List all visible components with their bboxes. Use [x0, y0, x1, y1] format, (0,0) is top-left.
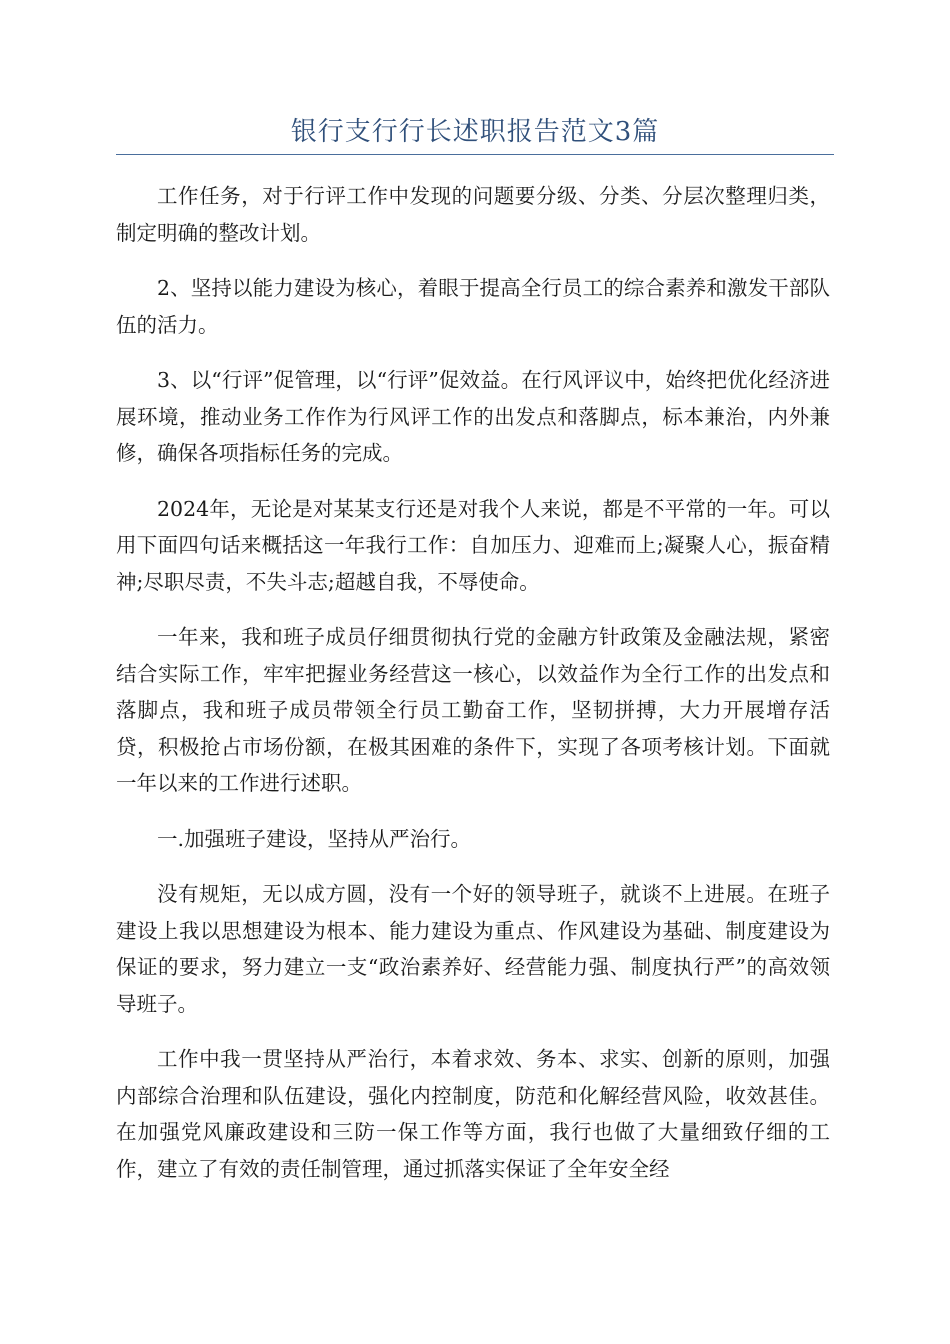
paragraph-1: 工作任务，对于行评工作中发现的问题要分级、分类、分层次整理归类，制定明确的整改计划。	[116, 184, 830, 245]
paragraph-5: 一年来，我和班子成员仔细贯彻执行党的金融方针政策及金融法规，紧密结合实际工作，牢牢把握业务经营这一核心，以效益作为全行工作的出发点和落脚点，我和班子成员带领全行员工勤奋工作，坚韧拼搏，大力开展增存活贷，积极抢占市场份额，在极其困难的条件下，实现了各项考核计划。下面就一年以来的工作进行述职。	[116, 625, 830, 795]
paragraph-4: 2024年，无论是对某某支行还是对我个人来说，都是不平常的一年。可以用下面四句话来概括这一年我行工作：自加压力、迎难而上;凝聚人心，振奋精神;尽职尽责，不失斗志;超越自我，不辱使命。	[116, 496, 830, 594]
paragraph-7: 工作中我一贯坚持从严治行，本着求效、务本、求实、创新的原则，加强内部综合治理和队伍建设，强化内控制度，防范和化解经营风险，收效甚佳。在加强党风廉政建设和三防一保工作等方面，我行也做了大量细致仔细的工作，建立了有效的责任制管理，通过抓落实保证了全年安全经	[116, 1047, 830, 1181]
document-body	[116, 178, 830, 1206]
section-heading-1: 一.加强班子建设，坚持从严治行。	[157, 826, 472, 851]
document-title: 银行支行行长述职报告范文3篇	[290, 117, 660, 147]
title-underline	[116, 154, 834, 155]
paragraph-2: 2、坚持以能力建设为核心，着眼于提高全行员工的综合素养和激发干部队伍的活力。	[116, 276, 830, 337]
paragraph-6: 没有规矩，无以成方圆，没有一个好的领导班子，就谈不上进展。在班子建设上我以思想建设为根本、能力建设为重点、作风建设为基础、制度建设为保证的要求，努力建立一支“政治素养好、经营能力强、制度执行严”的高效领导班子。	[116, 882, 830, 1016]
paragraph-3: 3、以“行评”促管理，以“行评”促效益。在行风评议中，始终把优化经济进展环境，推动业务工作作为行风评工作的出发点和落脚点，标本兼治，内外兼修，确保各项指标任务的完成。	[116, 368, 830, 465]
